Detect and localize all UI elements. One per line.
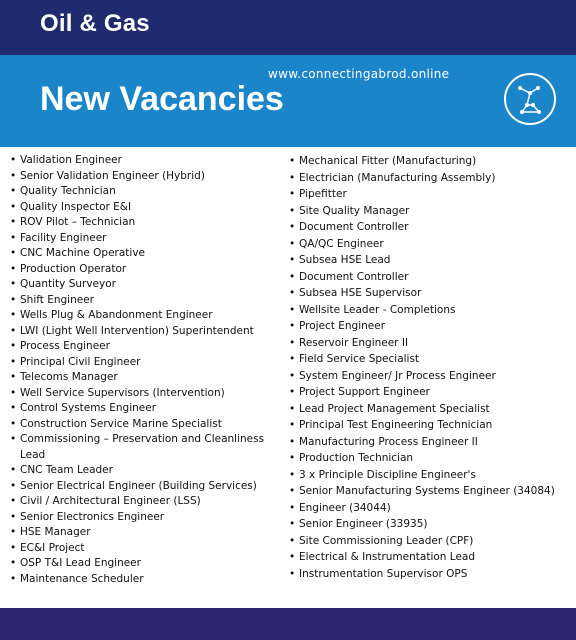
vacancy-item: • Commissioning – Preservation and Cleanliness Lead	[10, 432, 272, 463]
vacancy-item: • Project Support Engineer	[289, 384, 574, 401]
vacancy-item: • Production Operator	[10, 262, 272, 278]
vacancy-item: • Field Service Specialist	[289, 351, 574, 368]
vacancy-item: • Manufacturing Process Engineer II	[289, 434, 574, 451]
vacancy-list-left	[10, 153, 272, 587]
vacancy-item: • Quantity Surveyor	[10, 277, 272, 293]
vacancy-item: • Production Technician	[289, 450, 574, 467]
logo	[488, 55, 576, 147]
vacancy-item: • Document Controller	[289, 219, 574, 236]
vacancy-item: • Maintenance Scheduler	[10, 572, 272, 588]
vacancy-item: • Civil / Architectural Engineer (LSS)	[10, 494, 272, 510]
vacancy-item: • Well Service Supervisors (Intervention)	[10, 386, 272, 402]
vacancy-item: • Senior Electronics Engineer	[10, 510, 272, 526]
vacancy-item: • System Engineer/ Jr Process Engineer	[289, 368, 574, 385]
vacancy-item: • Principal Test Engineering Technician	[289, 417, 574, 434]
vacancy-item: • Senior Manufacturing Systems Engineer (34084)	[289, 483, 574, 500]
vacancy-item: • Electrician (Manufacturing Assembly)	[289, 170, 574, 187]
vacancy-item: • CNC Machine Operative	[10, 246, 272, 262]
vacancy-item: • Reservoir Engineer II	[289, 335, 574, 352]
vacancy-item: • Senior Engineer (33935)	[289, 516, 574, 533]
vacancy-item: • Site Quality Manager	[289, 203, 574, 220]
vacancy-item: • Wellsite Leader - Completions	[289, 302, 574, 319]
vacancy-item: • Process Engineer	[10, 339, 272, 355]
header-top-band	[0, 0, 576, 55]
vacancy-item: • Principal Civil Engineer	[10, 355, 272, 371]
vacancy-item: • Document Controller	[289, 269, 574, 286]
vacancy-item: • Facility Engineer	[10, 231, 272, 247]
vacancy-item: • Electrical & Instrumentation Lead	[289, 549, 574, 566]
vacancy-item: • Engineer (34044)	[289, 500, 574, 517]
vacancy-item: • Subsea HSE Lead	[289, 252, 574, 269]
vacancy-item: • CNC Team Leader	[10, 463, 272, 479]
constellation-icon	[504, 73, 556, 125]
vacancy-item: • Subsea HSE Supervisor	[289, 285, 574, 302]
page-title: New Vacancies	[40, 80, 284, 118]
vacancy-item: • Mechanical Fitter (Manufacturing)	[289, 153, 574, 170]
vacancy-item: • QA/QC Engineer	[289, 236, 574, 253]
header-banner	[0, 55, 576, 147]
vacancy-item: • Wells Plug & Abandonment Engineer	[10, 308, 272, 324]
vacancy-item: • Pipefitter	[289, 186, 574, 203]
vacancy-item: • Site Commissioning Leader (CPF)	[289, 533, 574, 550]
vacancy-item: • Validation Engineer	[10, 153, 272, 169]
vacancy-item: • LWI (Light Well Intervention) Superintendent	[10, 324, 272, 340]
vacancy-item: • Instrumentation Supervisor OPS	[289, 566, 574, 583]
vacancy-item: • Quality Technician	[10, 184, 272, 200]
vacancy-list-right	[289, 153, 574, 582]
vacancy-item: • Shift Engineer	[10, 293, 272, 309]
vacancy-item: • Lead Project Management Specialist	[289, 401, 574, 418]
vacancy-item: • OSP T&I Lead Engineer	[10, 556, 272, 572]
website-url[interactable]: www.connectingabrod.online	[268, 67, 450, 81]
vacancy-item: • HSE Manager	[10, 525, 272, 541]
vacancy-item: • Control Systems Engineer	[10, 401, 272, 417]
vacancy-item: • Quality Inspector E&I	[10, 200, 272, 216]
vacancy-item: • Project Engineer	[289, 318, 574, 335]
vacancy-item: • ROV Pilot – Technician	[10, 215, 272, 231]
vacancy-item: • Senior Validation Engineer (Hybrid)	[10, 169, 272, 185]
vacancy-item: • Telecoms Manager	[10, 370, 272, 386]
vacancy-item: • Construction Service Marine Specialist	[10, 417, 272, 433]
footer-band	[0, 608, 576, 640]
vacancy-item: • EC&I Project	[10, 541, 272, 557]
vacancy-item: • Senior Electrical Engineer (Building Services)	[10, 479, 272, 495]
vacancy-item: • 3 x Principle Discipline Engineer's	[289, 467, 574, 484]
category-title: Oil & Gas	[40, 10, 150, 37]
